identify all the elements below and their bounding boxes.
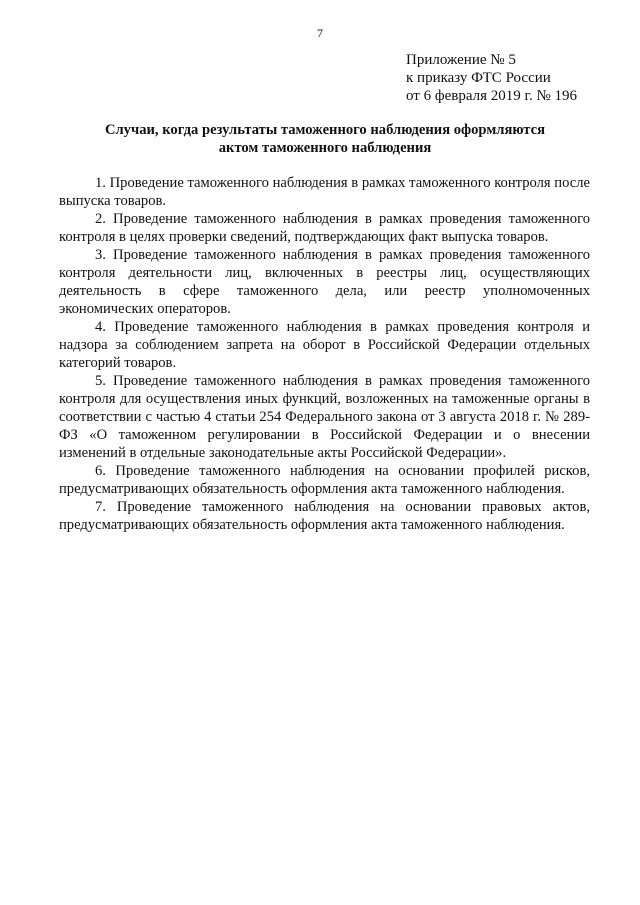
list-item: 2. Проведение таможенного наблюдения в рамках проведения таможенного контроля в целях проверки сведений, подтверждающих факт выпуска товаров. — [59, 211, 590, 245]
title-line-1: Случаи, когда результаты таможенного наблюдения оформляются — [104, 122, 546, 138]
list-item: 1. Проведение таможенного наблюдения в рамках таможенного контроля после выпуска товаров. — [59, 175, 590, 209]
document-title — [60, 121, 590, 157]
cases-list — [59, 174, 590, 534]
order-date-line: от 6 февраля 2019 г. № 196 — [406, 88, 578, 104]
page-number: 7 — [317, 26, 323, 40]
list-item: 7. Проведение таможенного наблюдения на основании правовых актов, предусматривающих обязательность оформления акта таможенного наблюдения. — [59, 499, 590, 533]
appendix-header — [406, 51, 626, 105]
title-line-2: актом таможенного наблюдения — [218, 140, 432, 156]
list-item: 3. Проведение таможенного наблюдения в рамках проведения таможенного контроля деятельности лиц, включенных в реестры лиц, осуществляющих деятельность в сфере таможенного дела, или реестр уполномоченных экономических операторов. — [59, 247, 590, 317]
appendix-line: Приложение № 5 — [406, 52, 516, 68]
order-reference-line: к приказу ФТС России — [406, 70, 551, 86]
list-item: 5. Проведение таможенного наблюдения в рамках проведения таможенного контроля для осуществления иных функций, возложенных на таможенные органы в соответствии с частью 4 статьи 254 Федерального закона от 3 августа 2018 г. № 289-ФЗ «О таможенном регулировании в Российской Федерации и о внесении изменений в отдельные законодательные акты Российской Федерации». — [59, 373, 590, 461]
list-item: 6. Проведение таможенного наблюдения на основании профилей рисков, предусматривающих обязательность оформления акта таможенного наблюдения. — [59, 463, 590, 497]
list-item: 4. Проведение таможенного наблюдения в рамках проведения контроля и надзора за соблюдением запрета на оборот в Российской Федерации отдельных категорий товаров. — [59, 319, 590, 371]
